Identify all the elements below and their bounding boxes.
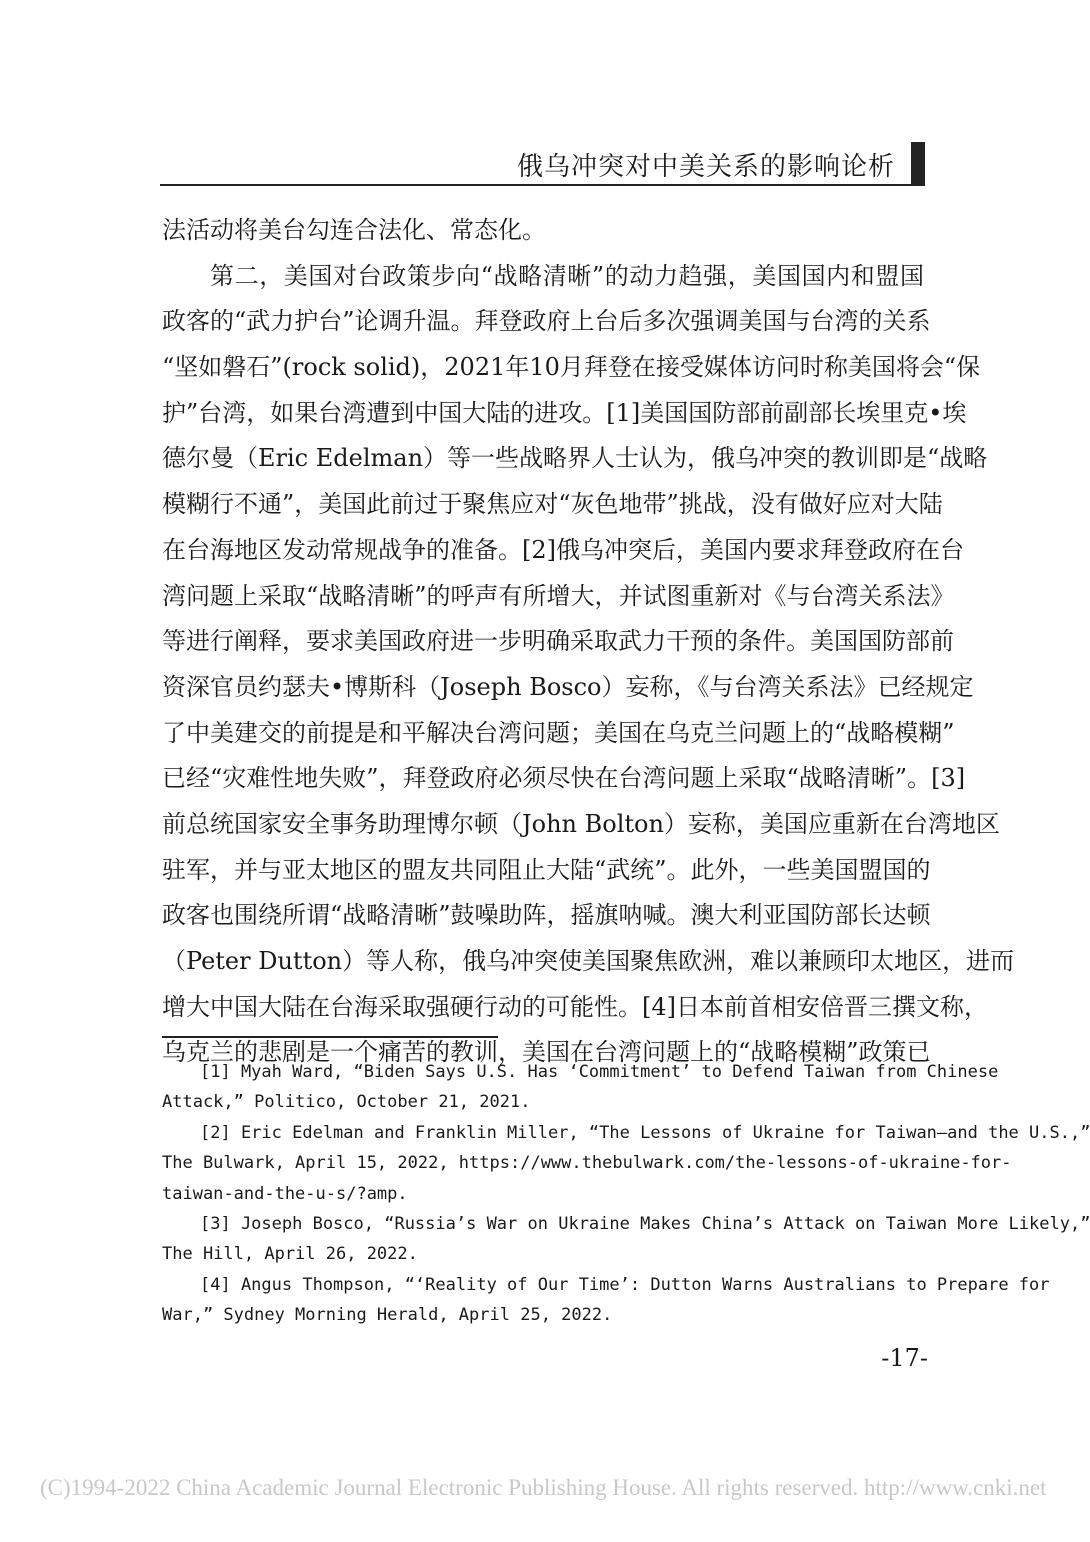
body-line: 湾问题上采取“战略清晰”的呼声有所增大，并试图重新对《与台湾关系法》 (162, 581, 955, 610)
body-line: 已经“灾难性地失败”，拜登政府必须尽快在台湾问题上采取“战略清晰”。[3] (162, 764, 966, 793)
body-line: 法活动将美台勾连合法化、常态化。 (162, 216, 546, 244)
footnote-line: Attack,” Politico, October 21, 2021. (162, 1092, 531, 1113)
running-header (160, 140, 925, 184)
body-line: 驻军，并与亚太地区的盟友共同阻止大陆“武统”。此外，一些美国盟国的 (162, 855, 931, 884)
footnotes (162, 1057, 1090, 1331)
body-text (162, 208, 1015, 1076)
body-line: 模糊行不通”，美国此前过于聚焦应对“灰色地带”挑战，没有做好应对大陆 (162, 490, 943, 519)
body-line: 乌克兰的悲剧是一个痛苦的教训，美国在台湾问题上的“战略模糊”政策已 (162, 1038, 931, 1067)
body-line: 资深官员约瑟夫•博斯科（Joseph Bosco）妄称，《与台湾关系法》已经规定 (162, 672, 974, 701)
footnote-line: The Bulwark, April 15, 2022, https://www.thebulwark.com/the-lessons-of-ukraine-for- (162, 1153, 1012, 1174)
footnote-line: taiwan-and-the-u-s/?amp. (162, 1183, 408, 1204)
body-line: 护”台湾，如果台湾遭到中国大陆的进攻。[1]美国国防部前副部长埃里克•埃 (162, 398, 967, 427)
body-line: “坚如磐石”(rock solid)，2021年10月拜登在接受媒体访问时称美国将会“保 (162, 353, 981, 382)
body-line: 增大中国大陆在台海采取强硬行动的可能性。[4]日本前首相安倍晋三撰文称， (162, 992, 988, 1021)
body-line: 政客的“武力护台”论调升温。拜登政府上台后多次强调美国与台湾的关系 (162, 307, 931, 336)
body-line: 德尔曼（Eric Edelman）等一些战略界人士认为，俄乌冲突的教训即是“战略 (162, 444, 988, 473)
footnote-line: War,” Sydney Morning Herald, April 25, 2022. (162, 1305, 613, 1326)
page-number: -17- (881, 1344, 928, 1372)
header-rule (160, 184, 925, 186)
body-line: 在台海地区发动常规战争的准备。[2]俄乌冲突后，美国内要求拜登政府在台 (162, 535, 964, 564)
footnote-line: [4] Angus Thompson, “‘Reality of Our Time’: Dutton Warns Australians to Prepare for (200, 1274, 1050, 1295)
running-title: 俄乌冲突对中美关系的影响论析 (516, 152, 895, 182)
footnote-line: The Hill, April 26, 2022. (162, 1244, 418, 1265)
body-line: 前总统国家安全事务助理博尔顿（John Bolton）妄称，美国应重新在台湾地区 (162, 809, 1000, 838)
footnote-line: [3] Joseph Bosco, “Russia’s War on Ukraine Makes China’s Attack on Taiwan More Likely,” (200, 1213, 1090, 1234)
header-bar (911, 142, 925, 186)
body-line: 了中美建交的前提是和平解决台湾问题；美国在乌克兰问题上的“战略模糊” (162, 718, 955, 747)
body-line: 等进行阐释，要求美国政府进一步明确采取武力干预的条件。美国国防部前 (162, 627, 954, 656)
body-line: （Peter Dutton）等人称，俄乌冲突使美国聚焦欧洲，难以兼顾印太地区，进而 (162, 947, 1015, 975)
footnote-line: [1] Myah Ward, “Biden Says U.S. Has ‘Commitment’ to Defend Taiwan from Chinese (200, 1062, 999, 1082)
footnote-rule (162, 1036, 498, 1038)
copyright-watermark: (C)1994-2022 China Academic Journal Electronic Publishing House. All rights reserved. http://www.cnki.net (40, 1475, 1047, 1500)
footnote-line: [2] Eric Edelman and Franklin Miller, “The Lessons of Ukraine for Taiwan—and the U.S.,” (200, 1122, 1090, 1143)
body-line: 政客也围绕所谓“战略清晰”鼓噪助阵，摇旗呐喊。澳大利亚国防部长达顿 (162, 901, 931, 930)
body-line: 第二，美国对台政策步向“战略清晰”的动力趋强，美国国内和盟国 (210, 261, 924, 290)
